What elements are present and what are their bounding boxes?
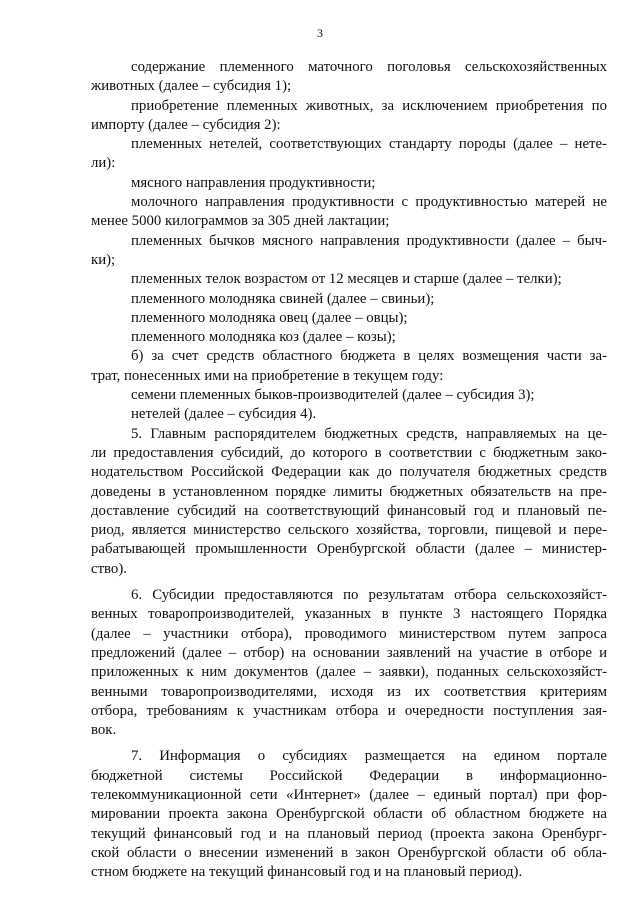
text-line: нодательством Российской Федерации как до получателя бюджетных средств bbox=[91, 464, 607, 481]
text-line: отбора, требованиям к участникам отбора и очередности поступления зая- bbox=[91, 702, 607, 719]
text-line: предложений (далее – отбор) на основании заявлений на участие в отборе и bbox=[91, 644, 607, 661]
text-line: приобретение племенных животных, за исключением приобретения по bbox=[131, 97, 607, 114]
text-line: бюджетной системы Российской Федерации в информационно- bbox=[91, 767, 607, 784]
text-line: стном бюджете на текущий финансовый год и на плановый период). bbox=[91, 864, 523, 881]
text-line: венных товаропроизводителей, указанных в пункте 3 настоящего Порядка bbox=[91, 606, 607, 623]
text-line: мировании проекта закона Оренбургской области об областном бюджете на bbox=[91, 806, 607, 823]
text-line: племенного молодняка свиней (далее – свиньи); bbox=[131, 290, 435, 307]
text-line: импорту (далее – субсидия 2): bbox=[91, 116, 281, 133]
text-line: ли предоставления субсидий, до которого в соответствии с бюджетным зако- bbox=[91, 444, 607, 461]
text-line: вок. bbox=[91, 722, 117, 739]
text-line: 5. Главным распорядителем бюджетных средств, направляемых на це- bbox=[131, 425, 607, 442]
text-line: ство). bbox=[91, 560, 127, 577]
text-line: доведены в установленном порядке лимиты бюджетных обязательств на пре- bbox=[91, 483, 607, 500]
text-line: племенных бычков мясного направления продуктивности (далее – быч- bbox=[131, 232, 607, 249]
text-line: приложенных к ним документов (далее – заявки), поданных сельскохозяйст- bbox=[91, 664, 607, 681]
text-line: животных (далее – субсидия 1); bbox=[91, 78, 292, 95]
text-line: доставление субсидий на соответствующий финансовый год и плановый пе- bbox=[91, 502, 607, 519]
text-line: мясного направления продуктивности; bbox=[131, 174, 376, 191]
text-line: рабатывающей промышленности Оренбургской области (далее – министер- bbox=[91, 541, 607, 558]
text-line: (далее – участники отбора), проводимого министерством путем запроса bbox=[91, 625, 607, 642]
text-line: семени племенных быков-производителей (далее – субсидия 3); bbox=[131, 387, 535, 404]
text-line: племенных нетелей, соответствующих стандарту породы (далее – нете- bbox=[131, 136, 607, 153]
text-line: 7. Информация о субсидиях размещается на едином портале bbox=[131, 748, 607, 765]
text-line: ской области о внесении изменений в закон Оренбургской области об обла- bbox=[91, 844, 607, 861]
text-line: племенных телок возрастом от 12 месяцев и старше (далее – телки); bbox=[131, 271, 562, 288]
text-line: риод, является министерство сельского хозяйства, торговли, пищевой и пере- bbox=[91, 522, 607, 539]
document-body bbox=[91, 58, 607, 882]
page-number: 3 bbox=[317, 26, 323, 40]
text-line: трат, понесенных ими на приобретение в текущем году: bbox=[91, 367, 444, 384]
text-line: нетелей (далее – субсидия 4). bbox=[131, 406, 317, 423]
text-line: молочного направления продуктивности с продуктивностью матерей не bbox=[131, 194, 607, 211]
text-line: племенного молодняка овец (далее – овцы); bbox=[131, 309, 408, 326]
text-line: менее 5000 килограммов за 305 дней лактации; bbox=[91, 213, 390, 230]
text-line: венными товаропроизводителями, исходя из их соответствия критериям bbox=[91, 683, 607, 700]
text-line: текущий финансовый год и на плановый период (проекта закона Оренбург- bbox=[91, 825, 607, 842]
text-line: б) за счет средств областного бюджета в целях возмещения части за- bbox=[131, 348, 607, 365]
text-line: 6. Субсидии предоставляются по результатам отбора сельскохозяйст- bbox=[131, 587, 607, 604]
text-line: телекоммуникационной сети «Интернет» (далее – единый портал) при фор- bbox=[91, 786, 607, 803]
text-line: ли): bbox=[91, 155, 116, 172]
text-line: ки); bbox=[91, 251, 116, 268]
text-line: содержание племенного маточного поголовья сельскохозяйственных bbox=[131, 59, 607, 75]
text-line: племенного молодняка коз (далее – козы); bbox=[131, 329, 396, 346]
